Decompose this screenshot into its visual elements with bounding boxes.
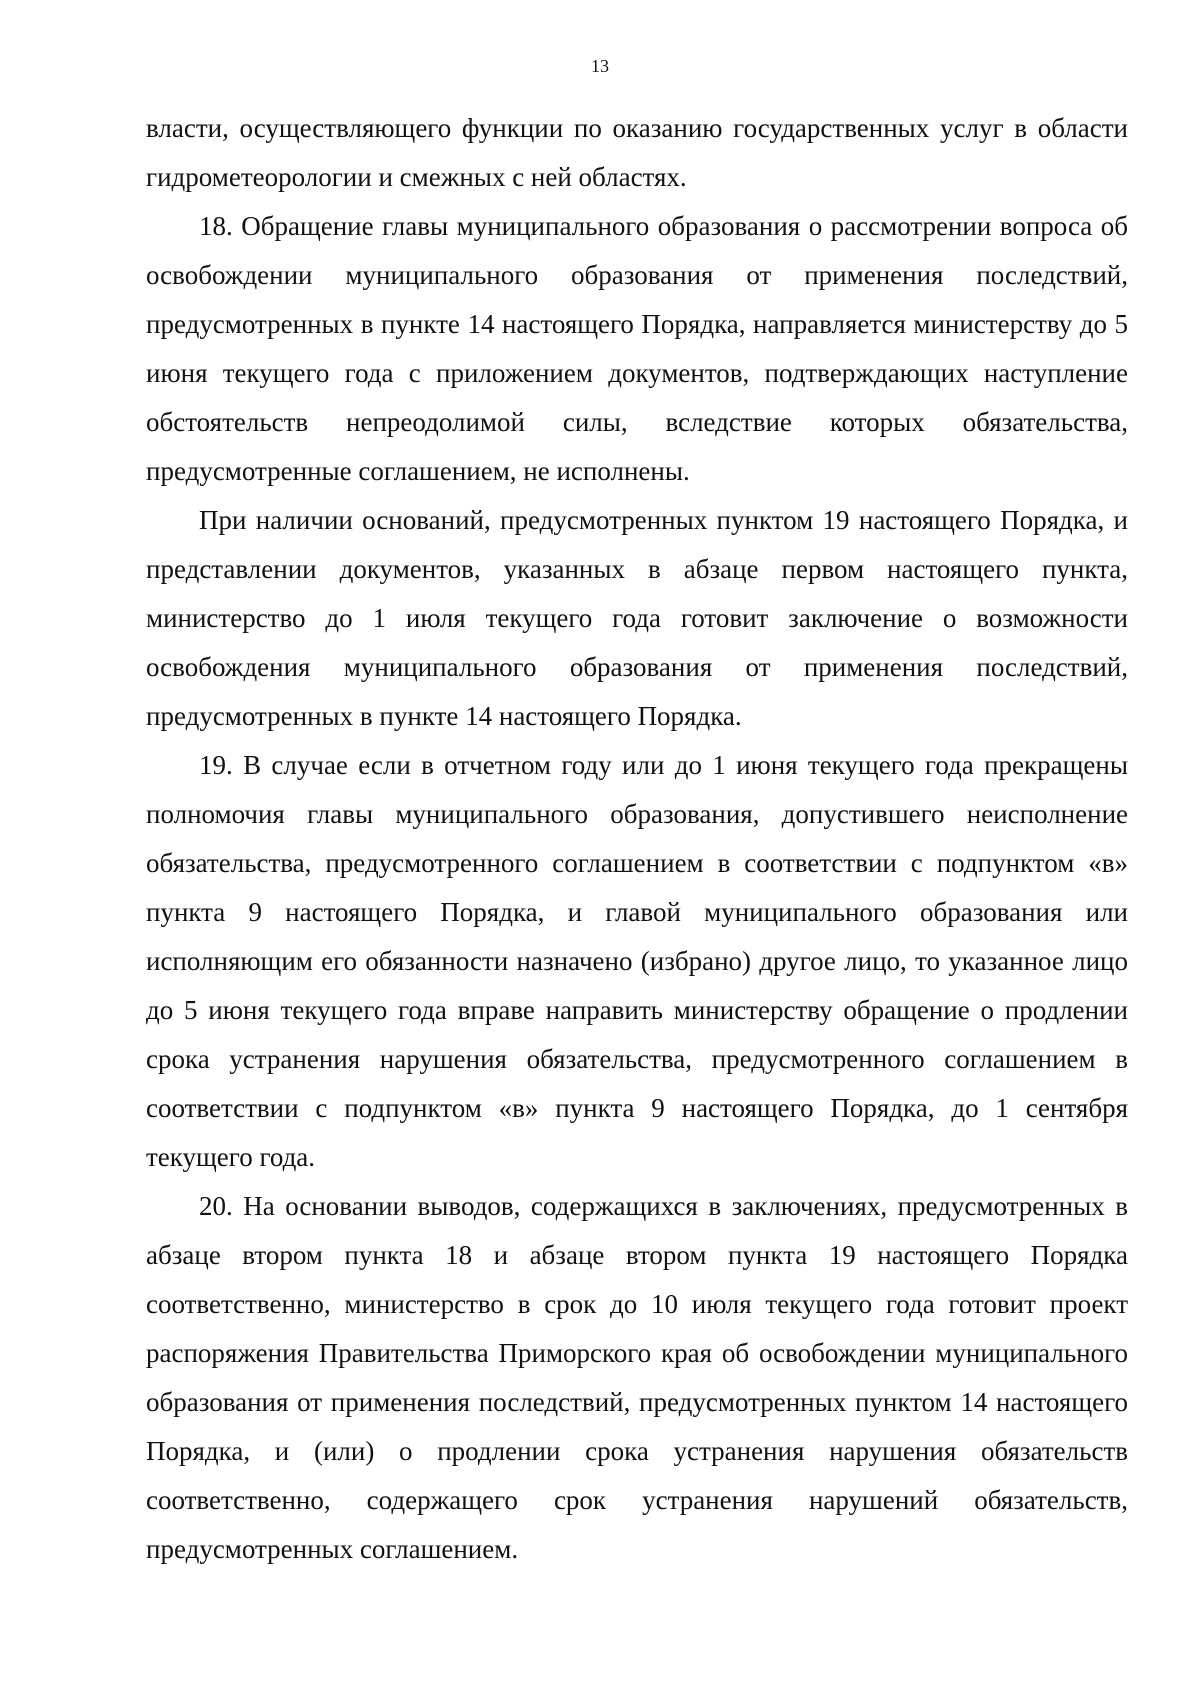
paragraph-item-18-second: При наличии оснований, предусмотренных пунктом 19 настоящего Порядка, и представлении документов, указанных в абзаце первом настоящего пункта, министерство до 1 июля текущего года готовит заключение о возможности освобождения муниципального образования от применения последствий, предусмотренных в пункте 14 настоящего Порядка. xyxy=(146,505,1128,731)
document-body xyxy=(146,104,1128,1574)
paragraph-continuation: власти, осуществляющего функции по оказанию государственных услуг в области гидрометеорологии и смежных с ней областях. xyxy=(146,113,1128,192)
paragraph-item-19: 19. В случае если в отчетном году или до 1 июня текущего года прекращены полномочия главы муниципального образования, допустившего неисполнение обязательства, предусмотренного соглашением в соответствии с подпунктом «в» пункта 9 настоящего Порядка, и главой муниципального образования или исполняющим его обязанности назначено (избрано) другое лицо, то указанное лицо до 5 июня текущего года вправе направить министерству обращение о продлении срока устранения нарушения обязательства, предусмотренного соглашением в соответствии с подпунктом «в» пункта 9 настоящего Порядка, до 1 сентября текущего года. xyxy=(146,750,1128,1172)
paragraph-item-20: 20. На основании выводов, содержащихся в заключениях, предусмотренных в абзаце втором пункта 18 и абзаце втором пункта 19 настоящего Порядка соответственно, министерство в срок до 10 июля текущего года готовит проект распоряжения Правительства Приморского края об освобождении муниципального образования от применения последствий, предусмотренных пунктом 14 настоящего Порядка, и (или) о продлении срока устранения нарушения обязательств соответственно, содержащего срок устранения нарушений обязательств, предусмотренных соглашением. xyxy=(146,1191,1128,1564)
page-number: 13 xyxy=(591,56,609,76)
paragraph-item-18: 18. Обращение главы муниципального образования о рассмотрении вопроса об освобождении муниципального образования от применения последствий, предусмотренных в пункте 14 настоящего Порядка, направляется министерству до 5 июня текущего года с приложением документов, подтверждающих наступление обстоятельств непреодолимой силы, вследствие которых обязательства, предусмотренные соглашением, не исполнены. xyxy=(146,211,1128,486)
